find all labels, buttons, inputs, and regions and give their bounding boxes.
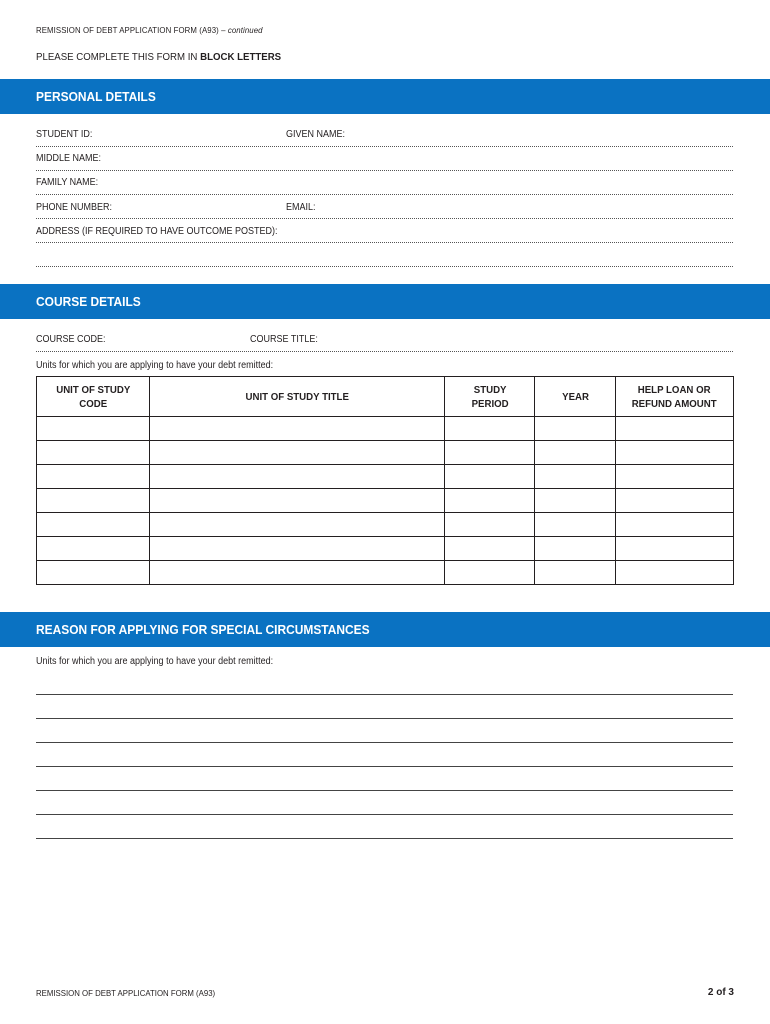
family-name-label: FAMILY NAME:: [36, 177, 99, 188]
instruction: [36, 51, 281, 63]
unit-code-cell[interactable]: [37, 465, 150, 489]
course-code-label: COURSE CODE:: [36, 334, 106, 345]
year-cell[interactable]: [535, 465, 616, 489]
phone-number-label: PHONE NUMBER:: [36, 202, 113, 213]
course-title-label: COURSE TITLE:: [250, 334, 318, 345]
table-row: [37, 561, 734, 585]
page-number: 2 of 3: [707, 987, 734, 998]
middle-name-field[interactable]: [36, 170, 733, 171]
instruction-prefix: PLEASE COMPLETE THIS FORM IN: [36, 51, 198, 63]
year-cell[interactable]: [535, 417, 616, 441]
help-loan-cell[interactable]: [616, 489, 734, 513]
table-row: [37, 465, 734, 489]
year-cell[interactable]: [535, 441, 616, 465]
col-unit-code: UNIT OF STUDY CODE: [37, 377, 150, 417]
student-id-label: STUDENT ID:: [36, 129, 93, 140]
unit-code-cell[interactable]: [37, 441, 150, 465]
year-cell[interactable]: [535, 489, 616, 513]
help-loan-cell[interactable]: [616, 561, 734, 585]
help-loan-cell[interactable]: [616, 513, 734, 537]
student-id-field[interactable]: [36, 146, 733, 147]
reason-line[interactable]: [36, 766, 733, 767]
table-row: [37, 417, 734, 441]
help-loan-cell[interactable]: [616, 417, 734, 441]
middle-name-label: MIDDLE NAME:: [36, 153, 102, 164]
phone-email-field[interactable]: [36, 218, 733, 219]
unit-title-cell[interactable]: [149, 513, 444, 537]
table-row: [37, 441, 734, 465]
email-label: EMAIL:: [286, 202, 316, 213]
study-period-cell[interactable]: [445, 417, 535, 441]
reason-line[interactable]: [36, 814, 733, 815]
unit-title-cell[interactable]: [149, 537, 444, 561]
year-cell[interactable]: [535, 513, 616, 537]
help-loan-cell[interactable]: [616, 465, 734, 489]
reason-line[interactable]: [36, 718, 733, 719]
instruction-bold: BLOCK LETTERS: [200, 51, 282, 63]
study-period-cell[interactable]: [445, 441, 535, 465]
reason-intro: Units for which you are applying to have your debt remitted:: [36, 656, 274, 667]
help-loan-cell[interactable]: [616, 537, 734, 561]
course-details-title: COURSE DETAILS: [36, 294, 141, 309]
col-year: YEAR: [535, 377, 616, 417]
course-details-band: [0, 284, 770, 319]
table-row: [37, 513, 734, 537]
table-row: [37, 537, 734, 561]
form-title: REMISSION OF DEBT APPLICATION FORM (A93) –: [36, 25, 226, 35]
unit-title-cell[interactable]: [149, 417, 444, 441]
reason-line[interactable]: [36, 742, 733, 743]
study-period-cell[interactable]: [445, 513, 535, 537]
address-label: ADDRESS (IF REQUIRED TO HAVE OUTCOME POSTED):: [36, 226, 278, 237]
unit-code-cell[interactable]: [37, 537, 150, 561]
table-row: [37, 489, 734, 513]
units-table-header: [37, 377, 734, 417]
reason-line[interactable]: [36, 790, 733, 791]
personal-details-title: PERSONAL DETAILS: [36, 89, 156, 104]
col-study-period: STUDY PERIOD: [445, 377, 535, 417]
study-period-cell[interactable]: [445, 465, 535, 489]
unit-code-cell[interactable]: [37, 417, 150, 441]
year-cell[interactable]: [535, 561, 616, 585]
footer-form-name: REMISSION OF DEBT APPLICATION FORM (A93): [36, 988, 216, 998]
unit-title-cell[interactable]: [149, 489, 444, 513]
unit-title-cell[interactable]: [149, 441, 444, 465]
address-field-line-1[interactable]: [36, 242, 733, 243]
unit-code-cell[interactable]: [37, 513, 150, 537]
unit-title-cell[interactable]: [149, 561, 444, 585]
units-intro: Units for which you are applying to have your debt remitted:: [36, 360, 274, 371]
unit-code-cell[interactable]: [37, 561, 150, 585]
address-field-line-2[interactable]: [36, 266, 733, 267]
reason-line[interactable]: [36, 838, 733, 839]
study-period-cell[interactable]: [445, 561, 535, 585]
form-header: [36, 25, 263, 35]
given-name-label: GIVEN NAME:: [286, 129, 346, 140]
family-name-field[interactable]: [36, 194, 733, 195]
col-unit-title: UNIT OF STUDY TITLE: [149, 377, 444, 417]
unit-title-cell[interactable]: [149, 465, 444, 489]
course-field[interactable]: [36, 351, 733, 352]
year-cell[interactable]: [535, 537, 616, 561]
reason-line[interactable]: [36, 694, 733, 695]
col-help-loan: HELP LOAN OR REFUND AMOUNT: [616, 377, 734, 417]
reason-title: REASON FOR APPLYING FOR SPECIAL CIRCUMSTANCES: [36, 622, 370, 637]
form-title-continued: continued: [227, 25, 263, 35]
study-period-cell[interactable]: [445, 537, 535, 561]
reason-band: [0, 612, 770, 647]
personal-details-band: [0, 79, 770, 114]
units-table: [36, 376, 734, 585]
help-loan-cell[interactable]: [616, 441, 734, 465]
study-period-cell[interactable]: [445, 489, 535, 513]
unit-code-cell[interactable]: [37, 489, 150, 513]
